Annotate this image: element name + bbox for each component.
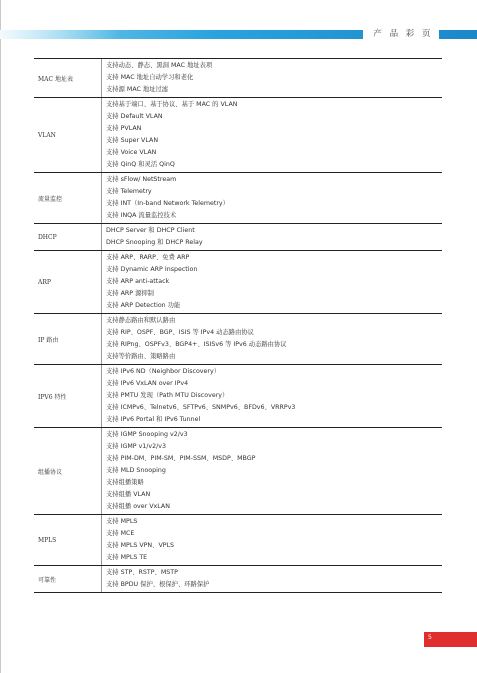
spec-item: 支持 INQA 流量监控技术 <box>106 212 177 219</box>
spec-item: 支持 IPv6 ND（Neighbor Discovery） <box>106 368 221 375</box>
row-category: VLAN <box>34 98 102 172</box>
row-category: 流量监控 <box>34 173 102 223</box>
spec-item: 支持 PMTU 发现（Path MTU Discovery） <box>106 392 229 399</box>
row-items <box>102 98 442 172</box>
spec-item: 支持 MLD Snooping <box>106 467 166 474</box>
table-row-mpls <box>34 515 442 566</box>
spec-item: 支持 MPLS <box>106 518 138 525</box>
table-row-vlan <box>34 98 442 173</box>
row-category: 组播协议 <box>34 428 102 514</box>
spec-item: 支持静态路由和默认路由 <box>106 317 176 324</box>
row-category: 可靠性 <box>34 566 102 592</box>
spec-item: 支持 INT（In-band Network Telemetry） <box>106 200 229 207</box>
table-row-multicast <box>34 428 442 515</box>
row-items <box>102 224 442 250</box>
spec-item: 支持 ARP anti-attack <box>106 278 170 285</box>
row-items <box>102 173 442 223</box>
table-row-mac <box>34 59 442 98</box>
spec-item: 支持 Voice VLAN <box>106 149 157 156</box>
spec-item: 支持 MPLS VPN、VPLS <box>106 542 175 549</box>
table-row-ipv6 <box>34 365 442 428</box>
row-category: DHCP <box>34 224 102 250</box>
spec-item: 支持组播策略 <box>106 479 144 486</box>
row-category: IP 路由 <box>34 314 102 364</box>
row-items <box>102 251 442 313</box>
row-category: ARP <box>34 251 102 313</box>
row-category: MAC 地址表 <box>34 59 102 97</box>
spec-item: 支持 IPv6 VxLAN over IPv4 <box>106 380 189 387</box>
table-row-dhcp <box>34 224 442 251</box>
spec-item: 支持 IGMP Snooping v2/v3 <box>106 431 188 438</box>
spec-item: 支持 Dynamic ARP Inspection <box>106 266 198 273</box>
spec-item: 支持 IPv6 Portal 和 IPv6 Tunnel <box>106 416 201 423</box>
row-items <box>102 515 442 565</box>
table-row-traffic-monitoring <box>34 173 442 224</box>
spec-item: 支持基于端口、基于协议、基于 MAC 的 VLAN <box>106 101 238 108</box>
row-category: MPLS <box>34 515 102 565</box>
spec-item: 支持组播 VLAN <box>106 491 151 498</box>
row-category: IPV6 特性 <box>34 365 102 427</box>
spec-item: 支持 ICMPv6、Telnetv6、SFTPv6、SNMPv6、BFDv6、VRRPv3 <box>106 404 296 411</box>
row-items <box>102 365 442 427</box>
spec-item: 支持 MPLS TE <box>106 554 148 561</box>
spec-item: 支持源 MAC 地址过滤 <box>106 86 169 93</box>
spec-item: 支持动态、静态、黑洞 MAC 地址表项 <box>106 62 213 69</box>
spec-item: 支持 BPDU 保护、根保护、环路保护 <box>106 581 210 588</box>
spec-item: 支持 ARP 源抑制 <box>106 290 154 297</box>
spec-item: 支持 ARP、RARP、免费 ARP <box>106 254 190 261</box>
spec-item: 支持 MCE <box>106 530 135 537</box>
spec-item: 支持 MAC 地址自动学习和老化 <box>106 74 194 81</box>
page-number: 5 <box>428 634 432 641</box>
spec-item: 支持等价路由、策略路由 <box>106 353 176 360</box>
header-band-fade <box>0 30 120 39</box>
header-title: 产 品 彩 页 <box>363 29 439 40</box>
spec-item: 支持 RIP、OSPF、BGP、ISIS 等 IPv4 动态路由协议 <box>106 329 254 336</box>
table-row-ip-routing <box>34 314 442 365</box>
spec-item: 支持 PVLAN <box>106 125 142 132</box>
row-items <box>102 428 442 514</box>
row-items <box>102 314 442 364</box>
page-left-border <box>0 0 1 673</box>
spec-item: 支持 RIPng、OSPFv3、BGP4+、ISISv6 等 IPv6 动态路由协议 <box>106 341 287 348</box>
spec-item: 支持 Super VLAN <box>106 137 159 144</box>
spec-item: 支持 sFlow/ NetStream <box>106 176 177 183</box>
spec-item: 支持 PIM-DM、PIM-SM、PIM-SSM、MSDP、MBGP <box>106 455 256 462</box>
spec-item: 支持 IGMP v1/v2/v3 <box>106 443 167 450</box>
spec-item: 支持 Default VLAN <box>106 113 163 120</box>
spec-item: DHCP Snooping 和 DHCP Relay <box>106 239 203 246</box>
spec-item: 支持 QinQ 和灵活 QinQ <box>106 161 175 168</box>
spec-item: 支持组播 over VxLAN <box>106 503 170 510</box>
spec-item: 支持 STP、RSTP、MSTP <box>106 569 178 576</box>
table-row-arp <box>34 251 442 314</box>
table-row-reliability <box>34 566 442 593</box>
spec-table <box>34 58 442 593</box>
spec-item: DHCP Server 和 DHCP Client <box>106 227 195 234</box>
page-number-badge <box>424 632 477 647</box>
spec-item: 支持 ARP Detection 功能 <box>106 302 181 309</box>
row-items <box>102 59 442 97</box>
spec-item: 支持 Telemetry <box>106 188 152 195</box>
row-items <box>102 566 442 592</box>
